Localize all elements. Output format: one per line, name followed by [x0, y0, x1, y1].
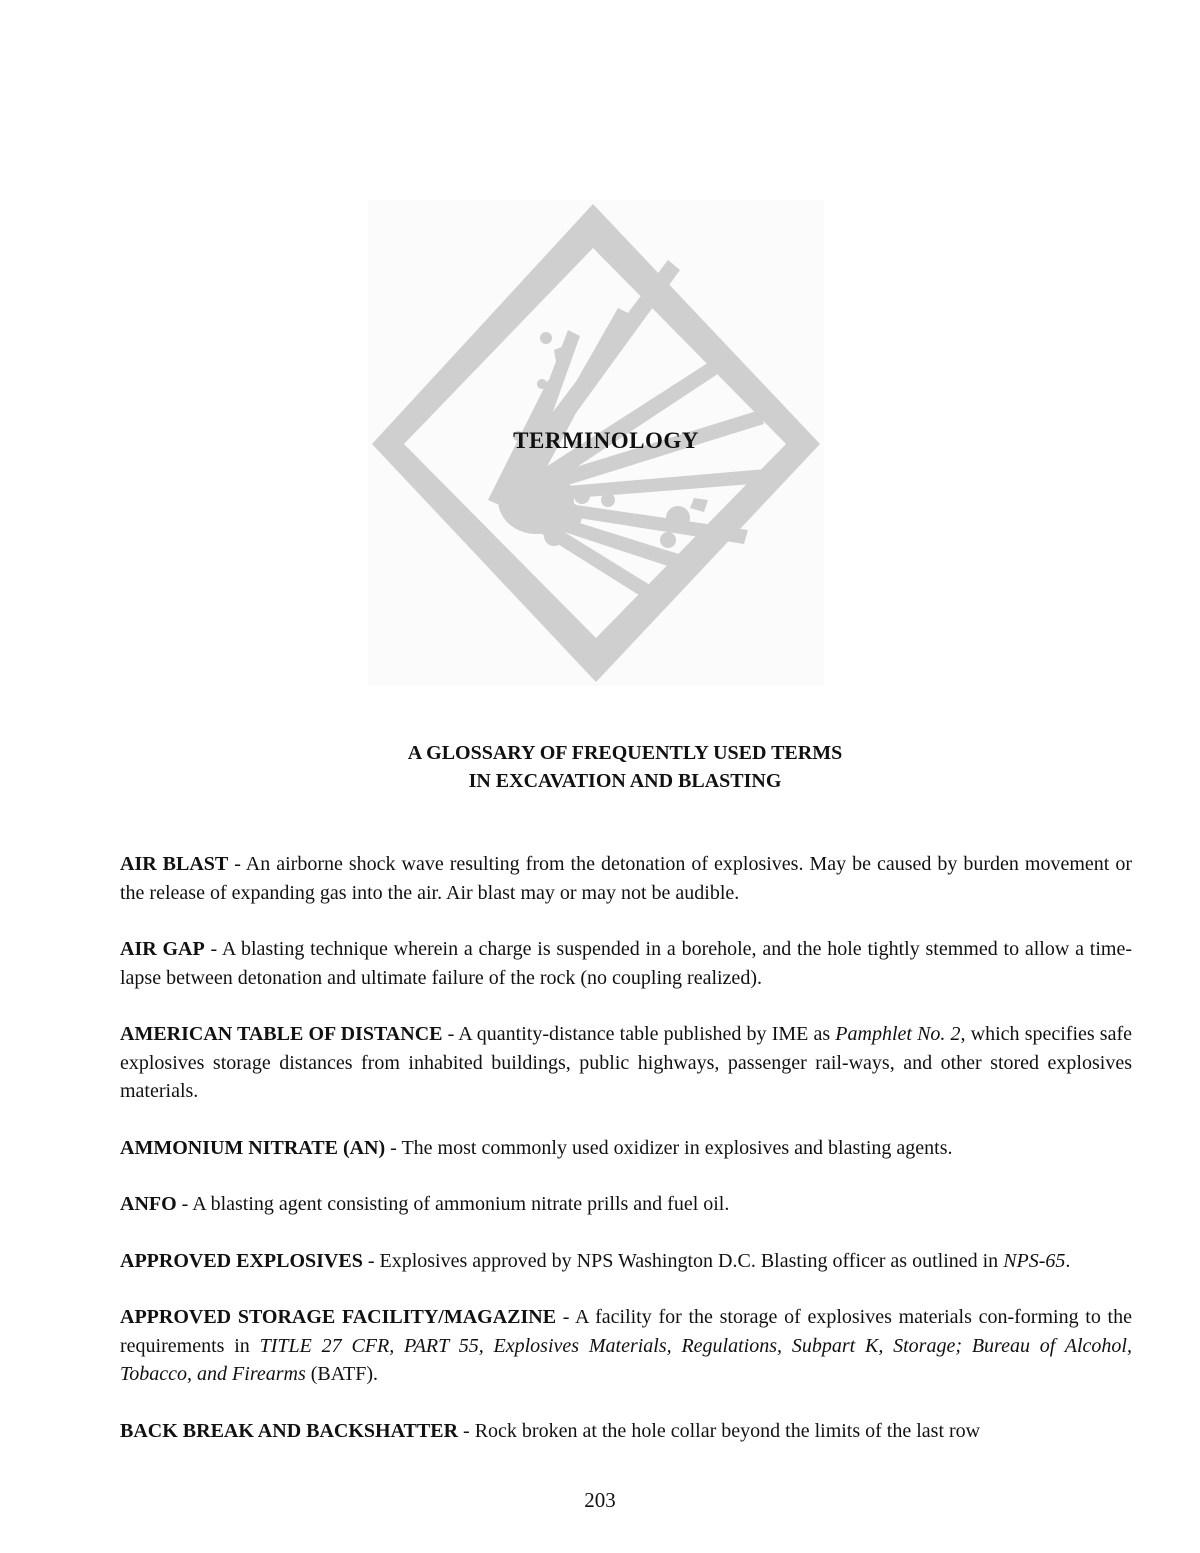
- section-title: TERMINOLOGY: [513, 428, 699, 453]
- entry-definition: - Rock broken at the hole collar beyond the limits of the last row: [458, 1419, 981, 1442]
- glossary-entry-air-blast: [120, 850, 1132, 907]
- page-number: 203: [584, 1488, 616, 1512]
- glossary-heading-line-1: A GLOSSARY OF FREQUENTLY USED TERMS: [407, 742, 843, 764]
- entry-definition: - A quantity-distance table published by IME as: [442, 1023, 836, 1045]
- glossary-entry-approved-explosives: [120, 1247, 1132, 1276]
- glossary-entry-approved-storage-facility: [120, 1303, 1132, 1389]
- entry-citation: NPS-65: [1003, 1249, 1066, 1272]
- entry-term: APPROVED EXPLOSIVES: [120, 1249, 363, 1272]
- glossary-entry-american-table-of-distance: [120, 1020, 1132, 1106]
- glossary-heading: [120, 739, 1130, 795]
- entry-definition: - Explosives approved by NPS Washington D.C. Blasting officer as outlined in: [362, 1249, 1004, 1272]
- glossary-entries: [120, 850, 1132, 1473]
- entry-definition: - A blasting technique wherein a charge is suspended in a borehole, and the hole tightly stemmed to allow a time-lapse between detonation and ultimate failure of the rock (no coupling realized).: [120, 938, 1132, 989]
- glossary-entry-anfo: [120, 1190, 1132, 1219]
- entry-definition: (BATF).: [305, 1363, 378, 1385]
- entry-definition: .: [1065, 1249, 1071, 1272]
- entry-definition: - The most commonly used oxidizer in explosives and blasting agents.: [385, 1136, 953, 1159]
- entry-term: AIR GAP: [120, 938, 205, 960]
- entry-term: AIR BLAST: [120, 853, 229, 875]
- entry-term: ANFO: [120, 1193, 177, 1215]
- glossary-heading-line-2: IN EXCAVATION AND BLASTING: [468, 770, 782, 792]
- entry-definition: - A blasting agent consisting of ammonium nitrate prills and fuel oil.: [176, 1193, 730, 1215]
- glossary-entry-ammonium-nitrate: [120, 1134, 1132, 1163]
- entry-term: APPROVED STORAGE FACILITY/MAGAZINE: [120, 1306, 557, 1328]
- entry-term: AMMONIUM NITRATE (AN): [120, 1136, 386, 1159]
- entry-definition: , which specifies safe explosives storage distances from inhabited buildings, public highways, passenger rail-ways, and other stored explosives materials.: [120, 1023, 1132, 1102]
- entry-citation: TITLE 27 CFR, PART 55, Explosives Materials, Regulations, Subpart K, Storage; Bureau of Alcohol, Tobacco, and Firearms: [120, 1334, 1132, 1385]
- entry-definition: - A facility for the storage of explosives materials con-forming to the requirements in: [120, 1306, 1132, 1357]
- glossary-entry-back-break: [120, 1417, 1132, 1446]
- entry-term: AMERICAN TABLE OF DISTANCE: [120, 1023, 443, 1045]
- glossary-entry-air-gap: [120, 935, 1132, 992]
- entry-definition: - An airborne shock wave resulting from the detonation of explosives. May be caused by burden movement or the release of expanding gas into the air. Air blast may or may not be audible.: [120, 853, 1132, 904]
- entry-citation: Pamphlet No. 2: [835, 1023, 961, 1045]
- entry-term: BACK BREAK AND BACKSHATTER: [120, 1419, 459, 1442]
